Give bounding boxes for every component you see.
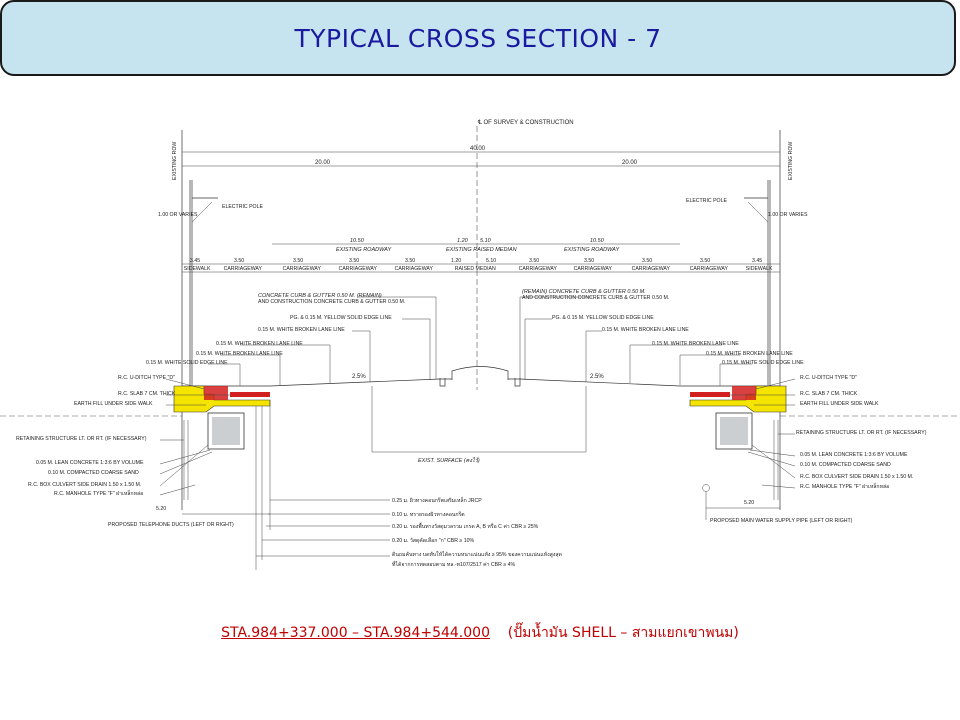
- right-label: R.C. BOX CULVERT SIDE DRAIN 1.50 x 1.50 M.: [800, 474, 914, 480]
- lane-dim: 3.50: [529, 258, 540, 264]
- lane-names: [184, 266, 773, 272]
- curb-left: [204, 386, 228, 400]
- slab-left: [230, 392, 270, 397]
- left-label: 0.15 M. WHITE BROKEN LANE LINE: [258, 327, 345, 333]
- pavement-label: ที่ได้จากการทดสอบตาม ทล.-ท107/2517 ค่า CBR ≥ 4%: [392, 562, 516, 568]
- lane-name: CARRIAGEWAY: [282, 266, 321, 272]
- right-label: RETAINING STRUCTURE LT. OR RT. (IF NECESSARY): [796, 430, 927, 436]
- lane-dim: 3.50: [234, 258, 245, 264]
- left-label: 0.15 M. WHITE BROKEN LANE LINE: [196, 351, 283, 357]
- cross-section-drawing: [0, 90, 960, 610]
- right-labels: [522, 289, 927, 524]
- right-label: R.C. SLAB 7 CM. THICK: [800, 391, 858, 397]
- existing-median: EXISTING RAISED MEDIAN: [446, 247, 517, 253]
- lane-name: CARRIAGEWAY: [518, 266, 557, 272]
- lane-name: SIDEWALK: [745, 266, 773, 272]
- existing-pavement-box: [372, 386, 586, 452]
- road-surface-right: [508, 379, 780, 386]
- left-label: CONCRETE CURB & GUTTER 0.50 M. (REMAIN): [258, 293, 382, 299]
- caption-station: STA.984+337.000 – STA.984+544.000: [221, 625, 490, 641]
- raised-median: [452, 367, 508, 381]
- slope-right: 2.5%: [590, 374, 604, 380]
- electric-pole-left-label: ELECTRIC POLE: [222, 204, 263, 210]
- median-dim-b: 5.10: [480, 238, 491, 244]
- row-right-label: EXISTING ROW: [788, 141, 794, 180]
- dim-half-right: 20.00: [622, 160, 638, 166]
- lane-dim: 3.50: [584, 258, 595, 264]
- right-label: 0.15 M. WHITE BROKEN LANE LINE: [602, 327, 689, 333]
- left-label: 0.15 M. WHITE SOLID EDGE LINE: [146, 360, 228, 366]
- pavement-labels: [392, 496, 562, 568]
- lane-dim: 3.50: [405, 258, 416, 264]
- pavement-label: 0.25 ม. ผิวทางคอนกรีตเสริมเหล็ก JRCP: [392, 498, 482, 504]
- lane-name: RAISED MEDIAN: [454, 266, 496, 272]
- centerline-label: ℄ OF SURVEY & CONSTRUCTION: [478, 120, 574, 126]
- right-label: AND CONSTRUCTION CONCRETE CURB & GUTTER 0.50 M.: [522, 295, 670, 301]
- row-left-label: EXISTING ROW: [172, 141, 178, 180]
- electric-pole-right-label: ELECTRIC POLE: [686, 198, 727, 204]
- caption: [0, 622, 960, 644]
- left-label: EARTH FILL UNDER SIDE WALK: [74, 401, 153, 407]
- left-label: R.C. SLAB 7 CM. THICK: [118, 391, 176, 397]
- dim-total: 40.00: [470, 146, 486, 152]
- left-label: R.C. MANHOLE TYPE "F" ฝาเหล็กหล่อ: [54, 491, 144, 497]
- roadway-dim-left: 10.50: [350, 238, 364, 244]
- curb-right: [732, 386, 756, 400]
- left-label: 0.15 M. WHITE BROKEN LANE LINE: [216, 341, 303, 347]
- right-label: 0.15 M. WHITE SOLID EDGE LINE: [722, 360, 804, 366]
- exist-surface-label: EXIST. SURFACE (คงไว้): [418, 458, 480, 464]
- left-label: AND CONSTRUCTION CONCRETE CURB & GUTTER 0.50 M.: [258, 299, 406, 305]
- lane-name: CARRIAGEWAY: [573, 266, 612, 272]
- right-label: R.C. MANHOLE TYPE "F" ฝาเหล็กหล่อ: [800, 484, 890, 490]
- lane-dim: 3.50: [293, 258, 304, 264]
- pavement-label: ดินถมคันทาง บดทับให้ได้ความหนาแน่นแห้ง ≥ 95% ของความแน่นแห้งสูงสุด: [392, 552, 562, 558]
- lane-name: CARRIAGEWAY: [223, 266, 262, 272]
- slab-right: [690, 392, 730, 397]
- pavement-label: 0.20 ม. รองพื้นทางวัสดุมวลรวม เกรด A, B หรือ C ค่า CBR ≥ 25%: [392, 524, 539, 530]
- right-label: PG. & 0.15 M. YELLOW SOLID EDGE LINE: [552, 315, 654, 321]
- left-label: PG. & 0.15 M. YELLOW SOLID EDGE LINE: [290, 315, 392, 321]
- roadway-dim-right: 10.50: [590, 238, 604, 244]
- right-label: 5.20: [744, 500, 755, 506]
- left-label: 5.20: [156, 506, 167, 512]
- slope-left: 2.5%: [352, 374, 366, 380]
- lane-dim: 3.45: [752, 258, 763, 264]
- lane-dim: 3.50: [349, 258, 360, 264]
- pavement-label: 0.10 ม. ทรายรองผิวทางคอนกรีต: [392, 512, 465, 518]
- lane-dim: 3.50: [642, 258, 653, 264]
- right-label: PROPOSED MAIN WATER SUPPLY PIPE (LEFT OR RIGHT): [710, 518, 853, 524]
- slide-title: TYPICAL CROSS SECTION - 7: [294, 23, 662, 53]
- left-label: RETAINING STRUCTURE LT. OR RT. (IF NECESSARY): [16, 436, 147, 442]
- left-labels: [16, 293, 405, 528]
- left-label: 0.05 M. LEAN CONCRETE 1:3:6 BY VOLUME: [36, 460, 144, 466]
- or-varies-left: 1.00 OR VARIES: [158, 212, 198, 218]
- road-surface-left: [182, 379, 452, 386]
- lane-dim: 3.50: [700, 258, 711, 264]
- electric-pole-right-icon: [744, 180, 770, 390]
- box-culvert-left-inner: [212, 417, 240, 445]
- dim-half-left: 20.00: [315, 160, 331, 166]
- lane-dim: 3.45: [190, 258, 201, 264]
- water-pipe-icon: [703, 485, 710, 492]
- title-box: [0, 0, 956, 76]
- lane-name: SIDEWALK: [183, 266, 211, 272]
- left-label: PROPOSED TELEPHONE DUCTS (LEFT OR RIGHT): [108, 522, 234, 528]
- box-culvert-right-inner: [720, 417, 748, 445]
- median-dim-a: 1.20: [457, 238, 468, 244]
- lane-dimensions: [190, 258, 762, 264]
- lane-dim: 1.20: [451, 258, 462, 264]
- right-label: (REMAIN) CONCRETE CURB & GUTTER 0.50 M.: [522, 289, 646, 295]
- right-label: 0.15 M. WHITE BROKEN LANE LINE: [706, 351, 793, 357]
- right-label: 0.10 M. COMPACTED COARSE SAND: [800, 462, 891, 468]
- pavement-label: 0.20 ม. วัสดุคัดเลือก "ก" CBR ≥ 10%: [392, 538, 475, 544]
- or-varies-right: 1.00 OR VARIES: [768, 212, 808, 218]
- left-label: R.C. BOX CULVERT SIDE DRAIN 1.50 x 1.50 M.: [28, 482, 142, 488]
- lane-name: CARRIAGEWAY: [689, 266, 728, 272]
- left-label: 0.10 M. COMPACTED COARSE SAND: [48, 470, 139, 476]
- existing-roadway-right: EXISTING ROADWAY: [564, 247, 620, 253]
- right-label: EARTH FILL UNDER SIDE WALK: [800, 401, 879, 407]
- right-label: R.C. U-DITCH TYPE "D": [800, 375, 857, 381]
- lane-name: CARRIAGEWAY: [631, 266, 670, 272]
- right-label: 0.15 M. WHITE BROKEN LANE LINE: [652, 341, 739, 347]
- left-label: R.C. U-DITCH TYPE "D": [118, 375, 175, 381]
- lane-name: CARRIAGEWAY: [338, 266, 377, 272]
- right-label: 0.05 M. LEAN CONCRETE 1:3:6 BY VOLUME: [800, 452, 908, 458]
- lane-name: CARRIAGEWAY: [394, 266, 433, 272]
- caption-location: (ปั๊มน้ำมัน SHELL – สามแยกเขาพนม): [507, 625, 739, 641]
- existing-roadway-left: EXISTING ROADWAY: [336, 247, 392, 253]
- lane-dim: 5.10: [486, 258, 497, 264]
